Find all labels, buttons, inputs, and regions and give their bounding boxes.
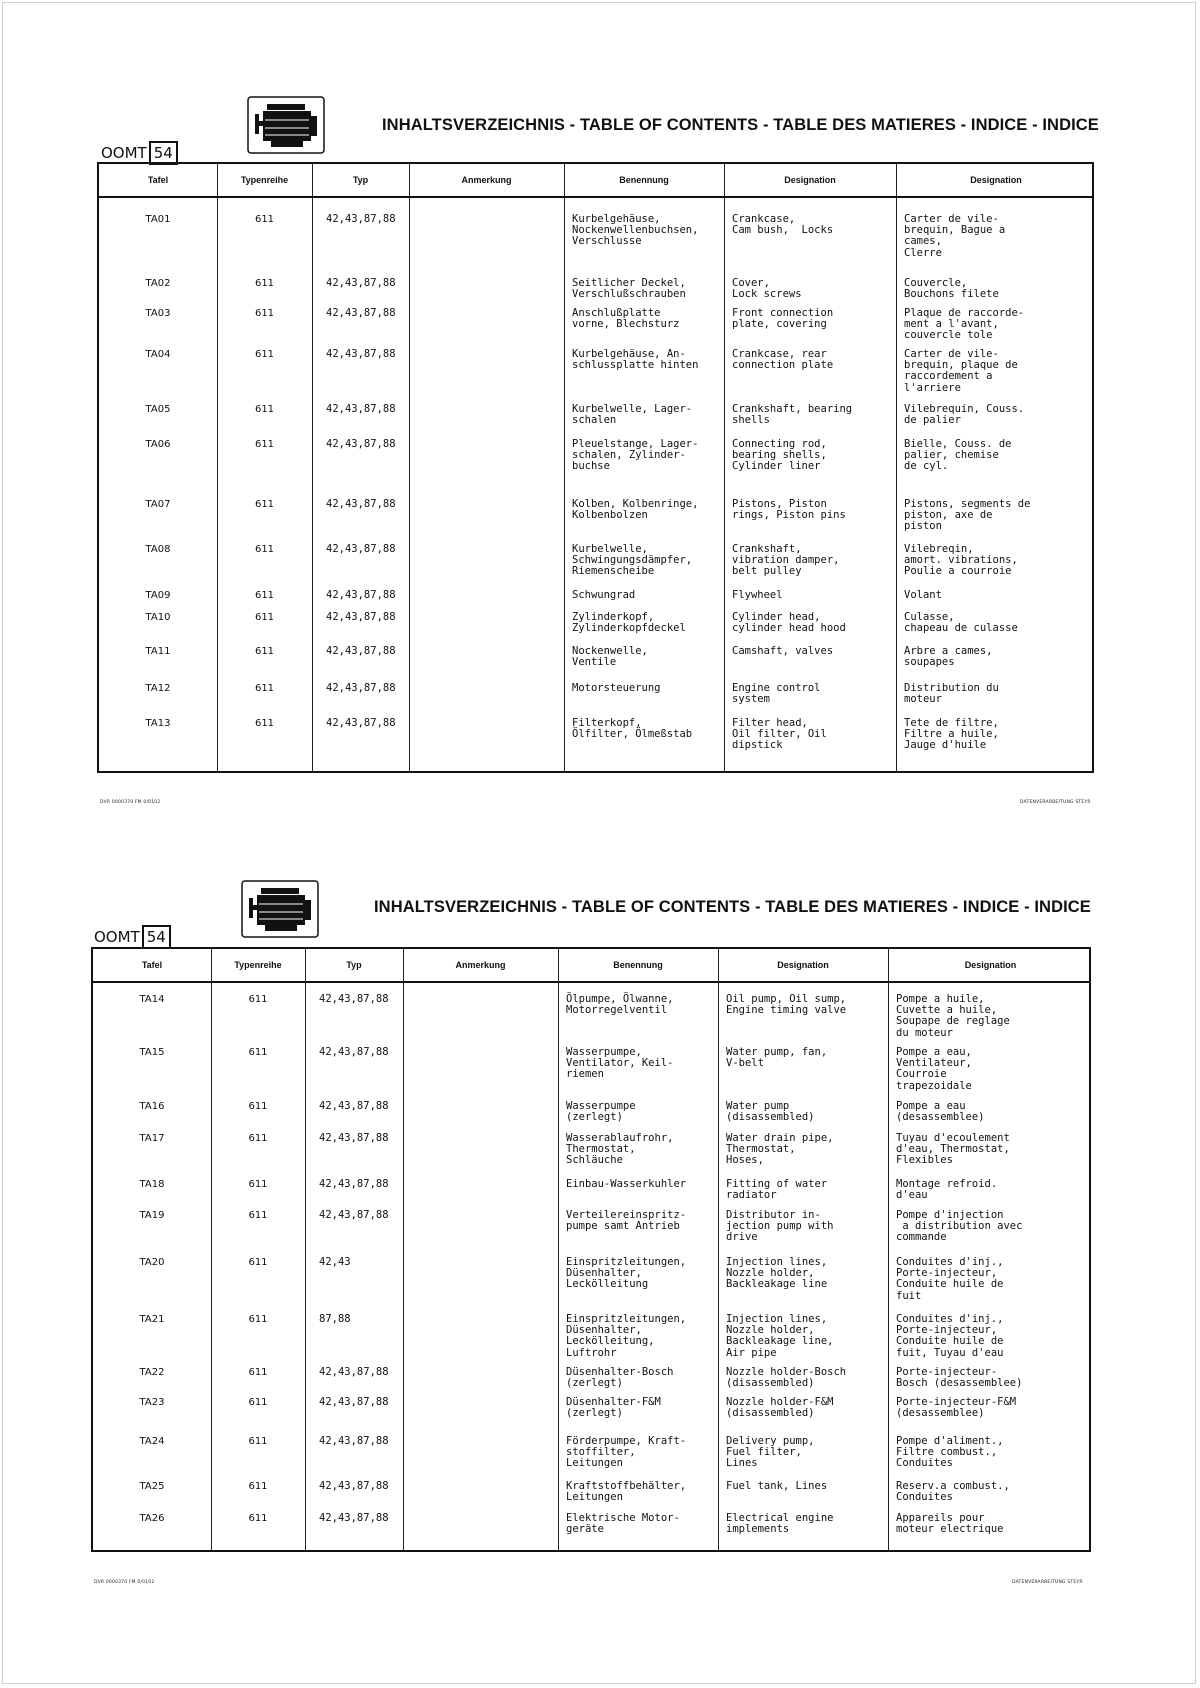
cell-benennung: Einbau-Wasserkuhler <box>566 1178 687 1190</box>
header-typenreihe: Typenreihe <box>234 960 282 970</box>
cell-designation-fr: Appareils pour moteur electrique <box>896 1512 1004 1536</box>
cell-tafel: TA26 <box>139 1513 165 1524</box>
cell-typ: 87,88 <box>319 1313 351 1325</box>
cell-tafel: TA10 <box>145 612 171 623</box>
cell-typ: 42,43,87,88 <box>319 1512 389 1524</box>
cell-typenreihe: 611 <box>248 1133 268 1144</box>
header-designation-fr: Designation <box>970 175 1022 185</box>
column-divider <box>888 949 889 1550</box>
cell-typ: 42,43,87,88 <box>319 1480 389 1492</box>
cell-tafel: TA09 <box>145 590 171 601</box>
cell-designation-en: Pistons, Piston rings, Piston pins <box>732 498 846 522</box>
document-number: 54 <box>149 141 178 165</box>
cell-typ: 42,43,87,88 <box>319 1435 389 1447</box>
header-designation-en: Designation <box>777 960 829 970</box>
cell-designation-en: Delivery pump, Fuel filter, Lines <box>726 1435 815 1470</box>
cell-benennung: Zylinderkopf, Zylinderkopfdeckel <box>572 611 686 635</box>
document-number: 54 <box>142 925 171 949</box>
cell-designation-en: Crankcase, Cam bush, Locks <box>732 213 834 237</box>
cell-designation-en: Water drain pipe, Thermostat, Hoses, <box>726 1132 834 1167</box>
cell-typenreihe: 611 <box>248 1101 268 1112</box>
cell-designation-en: Nozzle holder-Bosch (disassembled) <box>726 1366 847 1390</box>
cell-designation-fr: Reserv.a combust., Conduites <box>896 1480 1010 1504</box>
cell-tafel: TA20 <box>139 1257 165 1268</box>
cell-tafel: TA11 <box>145 646 171 657</box>
cell-typenreihe: 611 <box>248 1047 268 1058</box>
cell-typenreihe: 611 <box>248 1481 268 1492</box>
cell-benennung: Förderpumpe, Kraft- stoffilter, Leitungen <box>566 1435 687 1470</box>
cell-designation-en: Nozzle holder-F&M (disassembled) <box>726 1396 834 1420</box>
cell-benennung: Filterkopf, Ölfilter, Ölmeßstab <box>572 717 693 741</box>
cell-designation-en: Cylinder head, cylinder head hood <box>732 611 846 635</box>
cell-typenreihe: 611 <box>248 1367 268 1378</box>
header-typ: Typ <box>352 175 369 185</box>
cell-tafel: TA03 <box>145 308 171 319</box>
cell-benennung: Pleuelstange, Lager- schalen, Zylinder- buchse <box>572 438 699 473</box>
page-title: INHALTSVERZEICHNIS - TABLE OF CONTENTS - TABLE DES MATIERES - INDICE - INDICE <box>374 898 1091 916</box>
cell-typenreihe: 611 <box>254 439 275 450</box>
column-divider <box>409 164 410 771</box>
cell-designation-en: Cover, Lock screws <box>732 277 802 301</box>
cell-tafel: TA18 <box>139 1179 165 1190</box>
cell-tafel: TA23 <box>139 1397 165 1408</box>
cell-typ: 42,43,87,88 <box>319 1209 389 1221</box>
cell-typ: 42,43,87,88 <box>326 348 396 360</box>
engine-icon <box>241 880 319 938</box>
header-tafel: Tafel <box>141 960 163 970</box>
cell-designation-fr: Pompe d'aliment., Filtre combust., Conduites <box>896 1435 1004 1470</box>
cell-designation-en: Injection lines, Nozzle holder, Backleakage line <box>726 1256 828 1291</box>
cell-typenreihe: 611 <box>254 590 275 601</box>
cell-typ: 42,43,87,88 <box>319 1046 389 1058</box>
cell-typenreihe: 611 <box>248 1210 268 1221</box>
column-divider <box>564 164 565 771</box>
cell-benennung: Wasserpumpe (zerlegt) <box>566 1100 636 1124</box>
column-divider <box>217 164 218 771</box>
cell-typ: 42,43,87,88 <box>319 1132 389 1144</box>
cell-typenreihe: 611 <box>254 214 275 225</box>
cell-designation-en: Injection lines, Nozzle holder, Backleakage line, Air pipe <box>726 1313 834 1359</box>
cell-designation-fr: Tete de filtre, Filtre a huile, Jauge d'huile <box>904 717 999 752</box>
cell-tafel: TA24 <box>139 1436 165 1447</box>
cell-benennung: Einspritzleitungen, Düsenhalter, Leckölleitung, Luftrohr <box>566 1313 687 1359</box>
cell-designation-fr: Montage refroid. d'eau <box>896 1178 998 1202</box>
cell-tafel: TA17 <box>139 1133 165 1144</box>
cell-designation-fr: Pompe d'injection a distribution avec commande <box>896 1209 1023 1244</box>
column-divider <box>305 949 306 1550</box>
column-divider <box>312 164 313 771</box>
table-header-row <box>99 164 1092 198</box>
cell-tafel: TA25 <box>139 1481 165 1492</box>
cell-designation-en: Water pump (disassembled) <box>726 1100 815 1124</box>
cell-designation-en: Electrical engine implements <box>726 1512 834 1536</box>
cell-tafel: TA05 <box>145 404 171 415</box>
cell-designation-fr: Pompe a huile, Cuvette a huile, Soupape de reglage du moteur <box>896 993 1010 1039</box>
cell-typ: 42,43,87,88 <box>326 611 396 623</box>
cell-typenreihe: 611 <box>248 1179 268 1190</box>
cell-designation-en: Flywheel <box>732 589 783 601</box>
document-code <box>94 925 171 949</box>
header-designation-en: Designation <box>784 175 836 185</box>
cell-designation-fr: Porte-injecteur-F&M (desassemblee) <box>896 1396 1017 1420</box>
document-prefix: OOMT <box>101 144 147 162</box>
cell-typenreihe: 611 <box>254 499 275 510</box>
cell-typ: 42,43,87,88 <box>319 1366 389 1378</box>
contents-table <box>97 162 1094 773</box>
cell-designation-en: Fuel tank, Lines <box>726 1480 828 1492</box>
cell-typ: 42,43,87,88 <box>326 543 396 555</box>
cell-benennung: Kurbelgehäuse, Nockenwellenbuchsen, Verschlusse <box>572 213 699 248</box>
cell-benennung: Motorsteuerung <box>572 682 661 694</box>
header-anmerkung: Anmerkung <box>461 175 512 185</box>
cell-typ: 42,43,87,88 <box>319 1100 389 1112</box>
cell-designation-fr: Porte-injecteur- Bosch (desassemblee) <box>896 1366 1023 1390</box>
page-title: INHALTSVERZEICHNIS - TABLE OF CONTENTS - TABLE DES MATIERES - INDICE - INDICE <box>382 116 1099 134</box>
cell-typ: 42,43,87,88 <box>319 1396 389 1408</box>
cell-typenreihe: 611 <box>248 1314 268 1325</box>
cell-designation-en: Filter head, Oil filter, Oil dipstick <box>732 717 827 752</box>
header-benennung: Benennung <box>619 175 669 185</box>
header-anmerkung: Anmerkung <box>455 960 506 970</box>
cell-benennung: Düsenhalter-F&M (zerlegt) <box>566 1396 661 1420</box>
cell-benennung: Verteilereinspritz- pumpe samt Antrieb <box>566 1209 687 1233</box>
cell-benennung: Wasserpumpe, Ventilator, Keil- riemen <box>566 1046 674 1081</box>
cell-typenreihe: 611 <box>254 683 275 694</box>
cell-typ: 42,43,87,88 <box>326 645 396 657</box>
cell-designation-fr: Carter de vile- brequin, Bague a cames, Clerre <box>904 213 1006 259</box>
cell-typenreihe: 611 <box>254 612 275 623</box>
cell-tafel: TA22 <box>139 1367 165 1378</box>
cell-typ: 42,43,87,88 <box>319 993 389 1005</box>
contents-table <box>91 947 1091 1552</box>
cell-designation-fr: Distribution du moteur <box>904 682 999 706</box>
cell-benennung: Anschlußplatte vorne, Blechsturz <box>572 307 680 331</box>
cell-designation-fr: Pompe a eau (desassemblee) <box>896 1100 985 1124</box>
cell-designation-fr: Tuyau d'ecoulement d'eau, Thermostat, Flexibles <box>896 1132 1010 1167</box>
cell-designation-fr: Bielle, Couss. de palier, chemise de cyl. <box>904 438 1012 473</box>
cell-tafel: TA16 <box>139 1101 165 1112</box>
cell-designation-fr: Culasse, chapeau de culasse <box>904 611 1018 635</box>
cell-tafel: TA02 <box>145 278 171 289</box>
cell-tafel: TA14 <box>139 994 165 1005</box>
column-divider <box>558 949 559 1550</box>
cell-typenreihe: 611 <box>248 1397 268 1408</box>
footer-left: DVR 0000370 FM 0/0102 <box>94 1580 155 1585</box>
cell-designation-en: Crankcase, rear connection plate <box>732 348 834 372</box>
cell-typenreihe: 611 <box>254 544 275 555</box>
cell-designation-fr: Vilebrequin, Couss. de palier <box>904 403 1025 427</box>
cell-designation-fr: Pompe a eau, Ventilateur, Courroie trapezoidale <box>896 1046 972 1092</box>
cell-typ: 42,43,87,88 <box>326 213 396 225</box>
cell-typenreihe: 611 <box>248 994 268 1005</box>
cell-tafel: TA07 <box>145 499 171 510</box>
cell-typ: 42,43,87,88 <box>326 403 396 415</box>
table-header-row <box>93 949 1089 983</box>
column-divider <box>403 949 404 1550</box>
cell-designation-fr: Arbre a cames, soupapes <box>904 645 993 669</box>
cell-benennung: Nockenwelle, Ventile <box>572 645 648 669</box>
cell-designation-en: Crankshaft, vibration damper, belt pulley <box>732 543 840 578</box>
cell-benennung: Kolben, Kolbenringe, Kolbenbolzen <box>572 498 699 522</box>
cell-benennung: Kurbelwelle, Lager- schalen <box>572 403 693 427</box>
cell-typ: 42,43,87,88 <box>326 277 396 289</box>
cell-tafel: TA15 <box>139 1047 165 1058</box>
cell-typenreihe: 611 <box>254 404 275 415</box>
cell-designation-fr: Vilebreqin, amort. vibrations, Poulie a courroie <box>904 543 1018 578</box>
cell-typ: 42,43,87,88 <box>326 498 396 510</box>
cell-benennung: Wasserablaufrohr, Thermostat, Schläuche <box>566 1132 674 1167</box>
cell-benennung: Seitlicher Deckel, Verschlußschrauben <box>572 277 686 301</box>
cell-designation-fr: Couvercle, Bouchons filete <box>904 277 999 301</box>
cell-designation-fr: Conduites d'inj., Porte-injecteur, Conduite huile de fuit <box>896 1256 1004 1302</box>
cell-benennung: Ölpumpe, Ölwanne, Motorregelventil <box>566 993 674 1017</box>
cell-typenreihe: 611 <box>248 1257 268 1268</box>
cell-tafel: TA13 <box>145 718 171 729</box>
cell-designation-en: Front connection plate, covering <box>732 307 834 331</box>
cell-tafel: TA01 <box>145 214 171 225</box>
cell-benennung: Einspritzleitungen, Düsenhalter, Leckölleitung <box>566 1256 687 1291</box>
column-divider <box>211 949 212 1550</box>
cell-designation-en: Fitting of water radiator <box>726 1178 828 1202</box>
cell-designation-fr: Pistons, segments de piston, axe de piston <box>904 498 1031 533</box>
cell-typenreihe: 611 <box>254 308 275 319</box>
cell-tafel: TA12 <box>145 683 171 694</box>
cell-benennung: Kraftstoffbehälter, Leitungen <box>566 1480 687 1504</box>
cell-benennung: Kurbelwelle, Schwingungsdämpfer, Riemenscheibe <box>572 543 693 578</box>
cell-tafel: TA08 <box>145 544 171 555</box>
engine-icon <box>247 96 325 154</box>
cell-typ: 42,43,87,88 <box>326 589 396 601</box>
cell-typenreihe: 611 <box>254 278 275 289</box>
cell-typenreihe: 611 <box>248 1436 268 1447</box>
cell-typ: 42,43,87,88 <box>319 1178 389 1190</box>
cell-typ: 42,43,87,88 <box>326 307 396 319</box>
cell-typ: 42,43 <box>319 1256 351 1268</box>
footer-left: DVR 0000370 FM 0/0102 <box>100 800 161 805</box>
cell-designation-fr: Volant <box>904 589 942 601</box>
footer-right: DATENVERARBEITUNG STEYR <box>1012 1580 1083 1585</box>
cell-designation-fr: Carter de vile- brequin, plaque de raccordement a l'arriere <box>904 348 1018 394</box>
header-typenreihe: Typenreihe <box>240 175 289 185</box>
cell-designation-fr: Plaque de raccorde- ment a l'avant, couvercle tole <box>904 307 1025 342</box>
cell-typ: 42,43,87,88 <box>326 717 396 729</box>
cell-designation-en: Distributor in- jection pump with drive <box>726 1209 834 1244</box>
cell-typ: 42,43,87,88 <box>326 438 396 450</box>
cell-tafel: TA19 <box>139 1210 165 1221</box>
cell-typenreihe: 611 <box>254 718 275 729</box>
cell-tafel: TA06 <box>145 439 171 450</box>
cell-benennung: Düsenhalter-Bosch (zerlegt) <box>566 1366 674 1390</box>
cell-tafel: TA04 <box>145 349 171 360</box>
cell-typenreihe: 611 <box>254 349 275 360</box>
cell-designation-fr: Conduites d'inj., Porte-injecteur, Conduite huile de fuit, Tuyau d'eau <box>896 1313 1004 1359</box>
cell-tafel: TA21 <box>139 1314 165 1325</box>
cell-designation-en: Water pump, fan, V-belt <box>726 1046 828 1070</box>
header-benennung: Benennung <box>613 960 663 970</box>
column-divider <box>718 949 719 1550</box>
cell-benennung: Schwungrad <box>572 589 636 601</box>
cell-benennung: Kurbelgehäuse, An- schlussplatte hinten <box>572 348 699 372</box>
document-prefix: OOMT <box>94 928 140 946</box>
header-typ: Typ <box>346 960 362 970</box>
cell-designation-en: Oil pump, Oil sump, Engine timing valve <box>726 993 847 1017</box>
cell-typenreihe: 611 <box>254 646 275 657</box>
cell-designation-en: Engine control system <box>732 682 821 706</box>
footer-right: DATENVERARBEITUNG STEYR <box>1020 800 1091 805</box>
header-designation-fr: Designation <box>964 960 1017 970</box>
column-divider <box>896 164 897 771</box>
header-tafel: Tafel <box>147 175 169 185</box>
cell-designation-en: Camshaft, valves <box>732 645 834 657</box>
cell-benennung: Elektrische Motor- geräte <box>566 1512 680 1536</box>
cell-designation-en: Connecting rod, bearing shells, Cylinder liner <box>732 438 827 473</box>
cell-typ: 42,43,87,88 <box>326 682 396 694</box>
column-divider <box>724 164 725 771</box>
cell-typenreihe: 611 <box>248 1513 268 1524</box>
cell-designation-en: Crankshaft, bearing shells <box>732 403 853 427</box>
